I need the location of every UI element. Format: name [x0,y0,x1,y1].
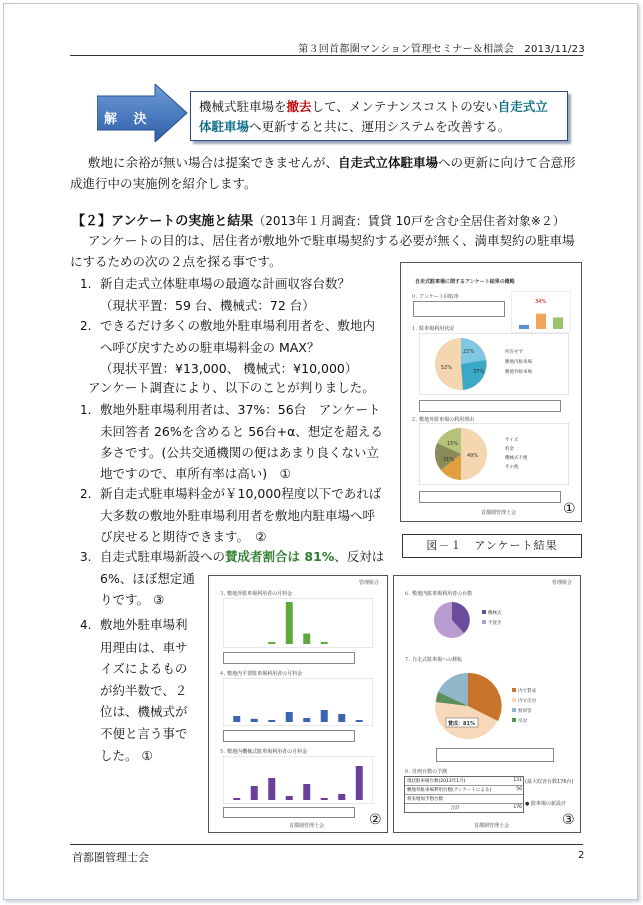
legend-label: 所有せず [505,350,523,355]
chart-bar [286,712,293,722]
list-text: （現状平置：59 台、機械式：72 台） [100,298,315,313]
section-title: 【２】アンケートの実施と結果 [72,214,254,229]
figure-section: ５. 敷地内機械式駐車場利用者の月料金 [219,749,308,755]
table-cell: 将来増加予想台数 [407,797,443,802]
list-text: び戻せると期待できます。 ② [100,529,267,544]
list-text: 用理由は、車サ [100,639,188,655]
solution-line-2 [199,117,559,137]
list-text: （現状平置：¥13,000、 機械式：¥10,000） [100,361,358,376]
table-cell: 敷地外駐車場利用台数(アンケートによる) [407,788,492,793]
header-rule [70,55,583,56]
legend-label: 敷地外駐車場 [505,370,532,375]
table-cell: 現状駐車場台数(2013年1月) [407,779,466,784]
chart-bar [536,314,546,329]
chart-bar [356,766,363,800]
intro-paragraph [88,152,598,173]
page-header: 第３回首都圏マンション管理セミナー＆相談会 2013/11/23 [298,44,585,55]
chart-bar [268,778,275,800]
table-cell: 56 [516,787,522,792]
support-pie-chart [420,666,570,746]
solution-emphasis: 撤去 [286,99,312,114]
figure-section: ０. アンケート回収率 [411,294,459,300]
pie-value: 31% [443,457,455,463]
purpose-line-1: アンケートの目的は、居住者が敷地外で駐車場契約する必要が無く、満車契約の駐車場 [88,233,575,248]
table-row [405,777,523,786]
forecast-table [404,776,524,813]
figure-section: ６. 敷地内駐車場利用者の台数 [404,591,473,597]
figure-section: ４. 敷地内平置駐車場利用者の月料金 [219,671,303,677]
section-heading [72,210,565,229]
figure-footer: 首都圏管理士会 [289,823,325,829]
onsite-pie-chart [424,598,544,644]
chart-bar [321,710,328,722]
chart-bar [286,796,293,800]
intro-line-2: 成進行中の実施例を紹介します。 [70,176,257,191]
legend-label: 料金 [505,447,514,452]
legend-label: 平置き [488,621,502,626]
purpose-item-1 [80,273,350,316]
figure-note: ● 駐車場の新設計 [525,801,566,807]
figure-footer: 首都圏管理士会 [481,510,517,516]
legend-label: 内で反対 [518,699,536,704]
usage-table [419,400,561,412]
figure-section: １. 駐車場利用状況 [411,326,455,332]
chart-bar [519,325,529,329]
fee-table [223,730,355,742]
legend-label: 反対 [518,719,527,724]
table-row [405,786,523,795]
response-bar-chart [511,291,571,333]
figure-mark-3: ③ [562,812,575,828]
list-text: イズによるもの [100,661,188,677]
figure-relocation-support [393,575,581,833]
figure-section: ７. 自走式駐車場への移転 [404,657,463,663]
footer-org: 首都圏管理士会 [72,851,149,864]
bar-label: 34% [535,299,547,305]
list-text: 多さです。(公共交通機関の便はあまり良くない立 [100,445,379,460]
list-text: 未回答者 26%を含めると 56台+α、想定を超える [100,424,383,439]
intro-emphasis: 自走式立体駐車場 [338,155,439,170]
legend-label: サイズ [505,438,519,443]
footer-rule [70,844,583,845]
solution-label: 解 決 [104,112,153,127]
list-text: 位は、機械式が [100,704,188,720]
list-text: りです。 ③ [100,592,165,607]
fee-table [223,652,355,664]
legend-label: 敷地内駐車場 [505,360,532,365]
list-text: 敷地外駐車場利用者は、37%：56台 アンケート [100,402,381,417]
reason-pie-chart [419,423,569,485]
list-text: が約半数で、２ [100,682,188,698]
fee-bar-chart-outside [223,598,373,648]
purpose-item-2 [80,315,375,379]
list-number: 4. [80,618,92,632]
list-text: 6%、ほぼ想定通 [100,571,195,586]
list-text: 、反対は [334,549,385,564]
list-number: 1. [80,403,92,417]
legend-label: 無回答 [518,709,532,714]
solution-box [190,91,568,141]
solution-text: して、メンテナンスコストの安い [311,99,498,114]
finding-item-1 [80,399,390,484]
table-cell [505,795,523,803]
figure-title: 自走式駐車場に関するアンケート結果の概略 [415,279,515,285]
chart-bar [303,718,310,722]
findings-intro: アンケート調査により、以下のことが判りました。 [88,380,375,395]
table-cell: 176 [513,805,522,810]
figure-note: (最大収容台数176台) [525,779,574,785]
legend-label: 内で賛成 [518,689,536,694]
response-table [413,301,505,317]
list-number: 1. [80,277,92,291]
legend-label: 機械式不便 [505,456,528,461]
figure-mark-1: ① [563,501,576,517]
list-text: 不便と言う事で [100,725,188,741]
purpose-line-2: にするための次の２点を探る事です。 [70,254,282,269]
list-text: へ呼び戻すための駐車場料金の MAX？ [100,340,320,355]
fee-table [223,807,355,818]
solution-emphasis: 体駐車場 [199,119,250,134]
finding-item-2 [80,483,390,547]
pie-value: 52% [441,365,453,371]
figure-fee-distribution [208,575,388,833]
page-number: 2 [578,850,585,861]
solution-emphasis: 自走式立 [497,99,548,114]
figure-section: ２. 敷地外駐車場の利用理由 [411,417,475,423]
legend-label: その他 [505,465,519,470]
list-number: 2. [80,487,92,501]
list-text: 自走式駐車場新設への [100,549,226,564]
chart-bar [251,719,258,722]
intro-text: への更新に向けて合意形 [438,155,576,170]
pie-value: 49% [467,453,479,459]
chart-bar [338,714,345,722]
list-text: した。 ① [100,747,153,763]
chart-bar [286,602,293,644]
pie-value: 15% [447,441,459,447]
support-table [436,748,554,762]
list-number: 3. [80,550,92,564]
chart-bar [338,794,345,800]
chart-bar [233,798,240,800]
legend-label: 機械式 [488,611,502,616]
table-cell: 131 [513,778,522,783]
intro-text: 敷地に余裕が無い場合は提案できませんが、 [88,155,339,170]
chart-bar [233,716,240,722]
fee-bar-chart-flat [223,678,373,726]
figure-footer: 首都圏管理士会 [474,823,510,829]
figure-survey-summary [400,262,582,522]
pie-value: 22% [463,349,475,355]
figure-caption: 図－１ アンケート結果 [402,534,582,558]
table-row [405,804,523,812]
pie-center-label: 賛成：81% [448,721,475,727]
list-text: 新自走式駐車場料金が￥10,000程度以下であれば [100,486,382,501]
figure-section: ３. 敷地外駐車場利用者の月料金 [219,591,293,597]
chart-bar [268,642,275,644]
figure-label: 管理組合 [359,580,380,586]
section-subtitle: （2013年１月調査：賃貸 10戸を含む全居住者対象※２） [253,214,565,228]
finding-item-4 [80,614,200,766]
figure-label: 管理組合 [552,580,573,586]
fee-bar-chart-mechanical [223,756,373,804]
list-text: 新自走式立体駐車場の最適な計画収容台数？ [100,276,351,291]
chart-bar [268,720,275,722]
usage-pie-chart [419,333,569,395]
figure-section: ８. 計画台数の予測 [404,769,448,775]
pie-value: 37% [473,369,485,375]
chart-bar [553,317,563,329]
table-cell: 合計 [450,806,460,811]
chart-bar [251,786,258,800]
finding-highlight: 賛成者割合は 81% [225,549,335,564]
figure-mark-2: ② [369,812,382,828]
list-text: できるだけ多くの敷地外駐車場利用者を、敷地内 [100,318,376,333]
reason-table [419,491,561,503]
chart-bar [321,642,328,644]
table-row [405,795,523,804]
chart-bar [356,720,363,722]
list-text: 地ですので、車所有率は高い) ① [100,466,291,481]
solution-text: 機械式駐車場を [199,99,287,114]
list-number: 2. [80,319,92,333]
chart-bar [321,798,328,800]
solution-line-1 [199,97,559,117]
solution-text: へ更新すると共に、運用システムを改善する。 [249,119,511,134]
chart-bar [303,634,310,645]
list-text: 敷地外駐車場利 [100,617,188,632]
chart-bar [303,784,310,800]
list-text: 大多数の敷地外駐車場利用者を敷地内駐車場へ呼 [100,508,376,523]
